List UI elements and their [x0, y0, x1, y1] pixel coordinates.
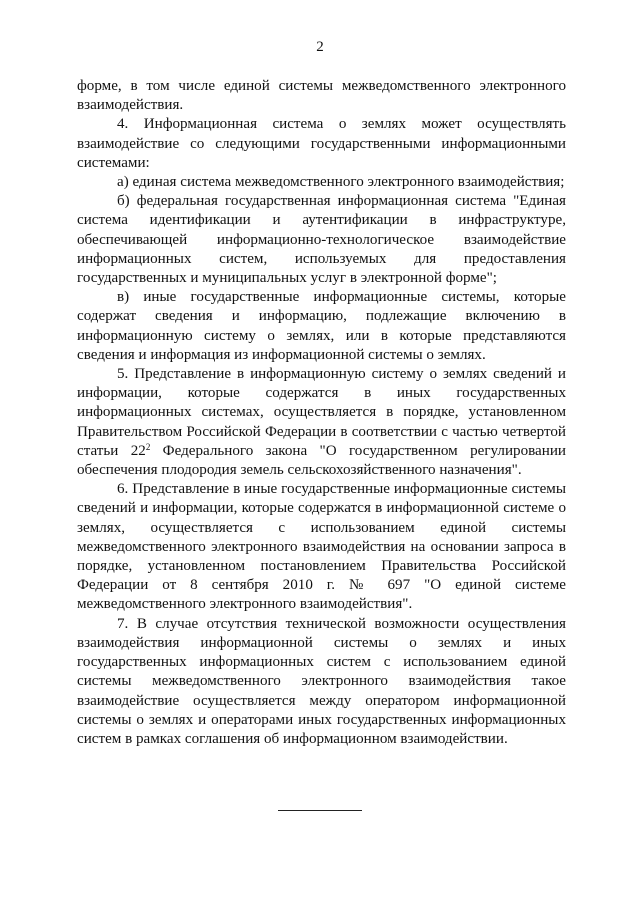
paragraph-item-5-text-before: 5. Представление в информационную систему о землях сведений и информации, которые содержатся в иных государственных информационных системах, осуществляется в порядке, установленном Правительством Российской Федерации в соответствии с частью четвертой статьи 22 [77, 366, 566, 459]
paragraph-item-5-text-after: Федерального закона "О государственном регулировании обеспечения плодородия земель сельскохозяйственного назначения". [77, 442, 566, 479]
closing-rule [278, 810, 362, 811]
article-superscript: 2 [145, 441, 151, 452]
paragraph-item-7: 7. В случае отсутствия технической возможности осуществления взаимодействия информационной системы о землях и иных государственных информационных систем с использованием единой системы межведомственного электронного взаимодействия такое взаимодействие осуществляется между оператором информационной системы о землях и операторами иных государственных информационных систем в рамках соглашения об информационном взаимодействии. [77, 615, 566, 747]
paragraph-item-5 [77, 365, 566, 480]
page-number: 2 [316, 39, 324, 55]
paragraph-subitem-b: б) федеральная государственная информационная система "Единая система идентификации и аутентификации в инфраструктуре, обеспечивающей информационно-технологическое взаимодействие информационных систем, используемых для предоставления государственных и муниципальных услуг в электронной форме"; [77, 193, 566, 287]
paragraph-subitem-a: а) единая система межведомственного электронного взаимодействия; [117, 174, 565, 191]
paragraph-item-6: 6. Представление в иные государственные информационные системы сведений и информации, которые содержатся в информационной системе о землях, осуществляется с использованием единой системы межведомственного электронного взаимодействия на основании запроса в порядке, установленном постановлением Правительства Российской Федерации от 8 сентября 2010 г. № 697 "О единой системе межведомственного электронного взаимодействия". [77, 481, 566, 613]
paragraph-item-4: 4. Информационная система о землях может осуществлять взаимодействие со следующими государственными информационными системами: [77, 116, 566, 171]
document-body [77, 77, 566, 749]
paragraph-continuation: форме, в том числе единой системы межведомственного электронного взаимодействия. [77, 78, 566, 114]
paragraph-subitem-v: в) иные государственные информационные системы, которые содержат сведения и информацию, подлежащие включению в информационную систему о землях, или в которые представляются сведения и информация из информационной системы о землях. [77, 289, 566, 363]
